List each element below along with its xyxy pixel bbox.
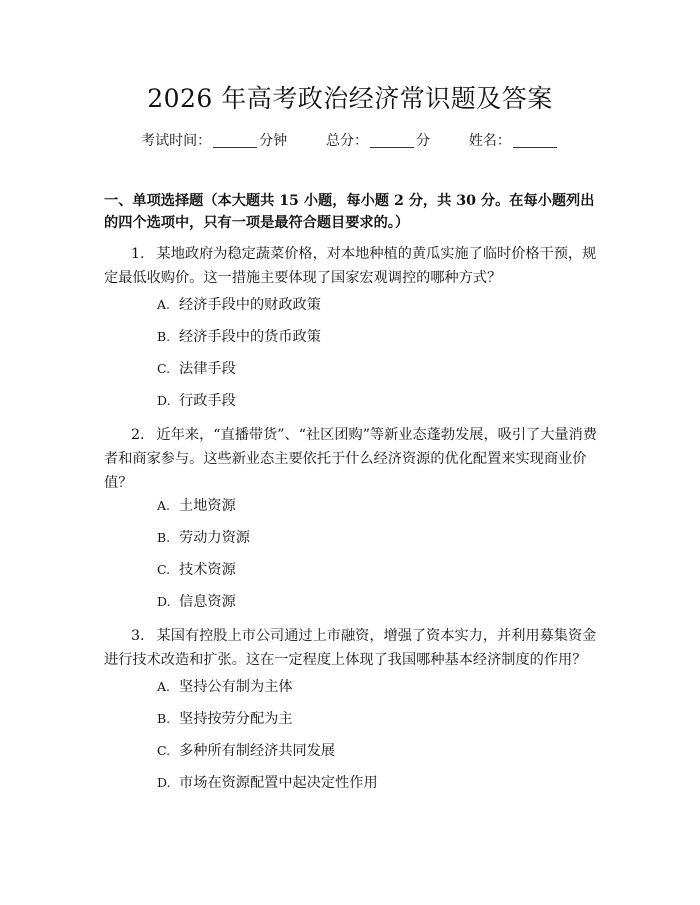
option-2d <box>157 592 236 612</box>
option-letter: A. <box>157 498 171 513</box>
option-1b <box>157 327 321 347</box>
option-letter: C. <box>157 361 171 376</box>
exam-time-unit: 分钟 <box>259 133 288 149</box>
option-text: 市场在资源配置中起决定性作用 <box>179 775 378 791</box>
option-letter: C. <box>157 562 171 577</box>
option-text: 劳动力资源 <box>179 530 250 546</box>
option-3b <box>157 709 293 729</box>
option-text: 经济手段中的财政政策 <box>179 297 321 313</box>
question-1 <box>104 242 599 290</box>
option-text: 多种所有制经济共同发展 <box>179 743 336 759</box>
option-text: 坚持公有制为主体 <box>179 679 293 695</box>
question-number: 1. <box>131 246 145 262</box>
option-letter: B. <box>157 711 171 726</box>
option-1c <box>157 359 236 379</box>
name-field <box>469 131 559 151</box>
option-text: 技术资源 <box>179 562 236 578</box>
question-number: 3. <box>131 628 145 644</box>
exam-info-line <box>0 131 700 151</box>
option-text: 经济手段中的货币政策 <box>179 329 321 345</box>
question-text: 某地政府为稳定蔬菜价格，对本地种植的黄瓜实施了临时价格干预，规定最低收购价。这一措施主要体现了国家宏观调控的哪种方式？ <box>104 246 597 286</box>
page-title: 2026 年高考政治经济常识题及答案 <box>147 84 553 113</box>
option-letter: A. <box>157 297 171 312</box>
option-letter: A. <box>157 679 171 694</box>
option-2b <box>157 528 250 548</box>
option-text: 坚持按劳分配为主 <box>179 711 293 727</box>
option-1a <box>157 295 321 315</box>
option-3a <box>157 677 293 697</box>
option-text: 土地资源 <box>179 498 236 514</box>
section-heading: 一、单项选择题（本大题共 15 小题，每小题 2 分，共 30 分。在每小题列出的四个选项中，只有一项是最符合题目要求的。） <box>104 193 595 231</box>
question-text: 近年来，“直播带货”、“社区团购”等新业态蓬勃发展，吸引了大量消费者和商家参与。这些新业态主要依托于什么经济资源的优化配置来实现商业价值？ <box>104 427 597 491</box>
question-2 <box>104 423 599 495</box>
option-letter: B. <box>157 329 171 344</box>
exam-time-field <box>141 131 287 151</box>
exam-time-blank <box>213 133 257 148</box>
option-text: 行政手段 <box>179 393 236 409</box>
option-2c <box>157 560 236 580</box>
option-1d <box>157 391 236 411</box>
question-3 <box>104 624 599 672</box>
option-text: 法律手段 <box>179 361 236 377</box>
name-label: 姓名： <box>468 133 511 149</box>
option-letter: D. <box>157 775 171 790</box>
option-text: 信息资源 <box>179 594 236 610</box>
total-score-label: 总分： <box>326 133 368 149</box>
option-letter: C. <box>157 743 171 758</box>
name-blank <box>513 133 557 148</box>
option-letter: D. <box>157 393 171 408</box>
option-3c <box>157 741 335 761</box>
option-letter: D. <box>157 594 171 609</box>
question-text: 某国有控股上市公司通过上市融资，增强了资本实力，并利用募集资金进行技术改造和扩张。这在一定程度上体现了我国哪种基本经济制度的作用？ <box>104 628 597 668</box>
question-number: 2. <box>131 427 145 443</box>
exam-time-label: 考试时间： <box>141 133 212 149</box>
total-score-unit: 分 <box>416 133 430 149</box>
total-score-field <box>326 131 430 151</box>
total-score-blank <box>370 133 414 148</box>
option-3d <box>157 773 378 793</box>
option-2a <box>157 496 236 516</box>
option-letter: B. <box>157 530 171 545</box>
